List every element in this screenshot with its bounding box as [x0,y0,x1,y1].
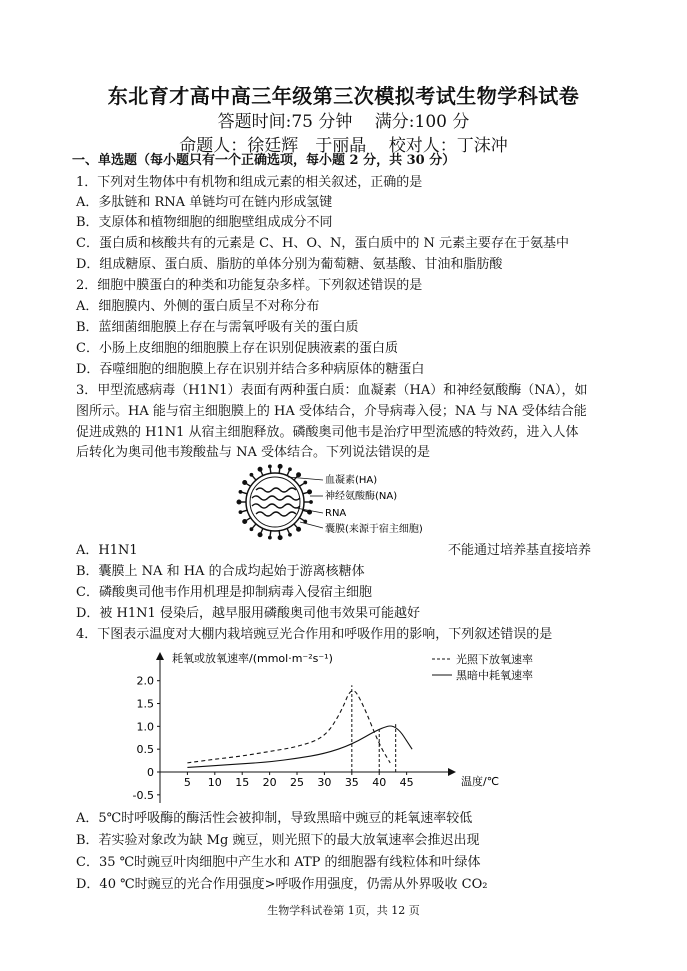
series-light-oxygen-release [187,691,390,763]
virus-spike-head [239,491,241,493]
q1-stem: 1．下列对生物体中有机物和组成元素的相关叙述，正确的是 [76,175,423,190]
temperature-chart [120,645,540,810]
q4-option-b: B．若实验对象改为缺 Mg 豌豆，则光照下的最大放氧速率会推迟出现 [76,833,480,848]
time-score-line: 答题时间:75 分钟 满分:100 分 [217,112,470,132]
q4-option-a: A．5℃时呼吸酶的酶活性会被抑制，导致黑暗中豌豆的耗氧速率较低 [76,811,473,826]
y-tick-label: 0.5 [136,743,154,757]
legend-light-oxygen-release: 光照下放氧速率 [456,653,533,666]
x-tick-label: 25 [290,776,305,789]
q3-stem-2: 图所示。HA 能与宿主细胞膜上的 HA 受体结合，介导病毒入侵；NA 与 NA 受体结合能 [76,404,587,419]
x-tick-label: 35 [344,776,359,789]
x-tick-label: 15 [235,776,250,789]
q2-option-c: C．小肠上皮细胞的细胞膜上存在识别促胰液素的蛋白质 [76,341,398,356]
q3-option-d: D．被 H1N1 侵染后，越早服用磷酸奥司他韦效果可能越好 [76,606,420,621]
q3-option-a-cont: 不能通过培养基直接培养 [448,543,592,558]
virus-spike-head [297,473,301,477]
label-na: 神经氨酸酶(NA) [325,491,398,502]
legend-dark-oxygen-consumption: 黑暗中耗氧速率 [456,669,533,682]
authors-line: 命题人：徐廷辉 于丽晶 校对人：丁沫冲 [179,136,508,156]
envelope-inner [250,477,300,527]
y-axis-label: 耗氧或放氧速率/(mmol·m⁻²s⁻¹) [172,652,333,665]
virus-spike-head [250,474,252,476]
q3-option-b: B．囊膜上 NA 和 HA 的合成均起始于游离核糖体 [76,564,365,579]
page-footer: 生物学科试卷第 1页，共 12 页 [267,904,420,917]
label-rna: RNA [325,508,347,519]
x-tick-label: 20 [262,776,277,789]
q1-option-a: A．多肽链和 RNA 单链均可在链内形成氢键 [76,195,333,210]
q3-stem-4: 后转化为奥司他韦羧酸盐与 NA 受体结合。下列说法错误的是 [76,445,431,460]
virus-spike-head [308,490,312,494]
q2-stem: 2．细胞中膜蛋白的种类和功能复杂多样。下列叙述错误的是 [76,278,423,293]
y-tick-label: 0 [147,766,154,779]
virus-spike-head [278,465,282,469]
page-title: 东北育才高中高三年级第三次模拟考试生物学科试卷 [107,84,580,108]
section-heading: 一、单选题（每小题只有一个正确选项，每小题 2 分，共 30 分） [72,153,456,168]
q1-option-b: B．支原体和植物细胞的细胞壁组成成分不同 [76,215,333,230]
y-tick-label: -0.5 [132,788,154,802]
y-tick-label: 1.0 [136,720,154,734]
virus-spike-head [243,481,247,485]
q2-option-b: B．蓝细菌细胞膜上存在与需氧呼吸有关的蛋白质 [76,320,359,335]
virus-figure [230,462,470,542]
x-tick-label: 10 [207,776,222,789]
q1-option-d: D．组成糖原、蛋白质、脂肪的单体分别为葡萄糖、氨基酸、甘油和脂肪酸 [76,257,503,272]
virus-spike-head [250,528,252,530]
q4-stem: 4．下图表示温度对大棚内栽培豌豆光合作用和呼吸作用的影响，下列叙述错误的是 [76,627,553,642]
virus-spike-head [289,468,291,470]
q4-option-c: C．35 ℃时豌豆叶肉细胞中产生水和 ATP 的细胞器有线粒体和叶绿体 [76,855,481,870]
x-tick-label: 30 [317,776,332,789]
q4-option-d: D．40 ℃时豌豆的光合作用强度>呼吸作用强度，仍需从外界吸收 CO₂ [76,877,488,892]
virus-spike-head [304,481,306,483]
q3-option-a: A．H1N1 [76,543,138,558]
virus-spike-head [243,520,247,524]
virus-spike-head [297,527,301,531]
q2-option-a: A．细胞膜内、外侧的蛋白质呈不对称分布 [76,299,320,314]
virus-spike-head [310,501,312,503]
virus-spike-head [269,536,271,538]
x-tick-label: 5 [183,776,191,789]
q2-option-d: D．吞噬细胞的细胞膜上存在识别并结合多种病原体的糖蛋白 [76,362,425,377]
virus-spike-head [239,511,241,513]
y-tick-label: 2.0 [136,674,154,688]
q3-stem-1: 3．甲型流感病毒（H1N1）表面有两种蛋白质：血凝素（HA）和神经氨酸酶（NA），如 [76,383,588,398]
x-tick-label: 45 [399,776,414,789]
virus-spike-head [258,533,262,537]
q3-option-c: C．磷酸奥司他韦作用机理是抑制病毒入侵宿主细胞 [76,585,372,600]
virus-spike-head [269,465,271,467]
q1-option-c: C．蛋白质和核酸共有的元素是 C、H、O、N，蛋白质中的 N 元素主要存在于氨基中 [76,236,570,251]
q3-stem-3: 促进成熟的 H1N1 从宿主细胞释放。磷酸奥司他韦是治疗甲型流感的特效药，进入人体 [76,425,579,440]
x-axis-label: 温度/℃ [461,775,500,788]
y-tick-label: 1.5 [136,697,154,711]
x-tick-label: 40 [372,776,387,789]
virus-spike-head [237,500,241,504]
virus-spike-head [258,467,262,471]
virus-spike-head [289,534,291,536]
label-ha: 血凝素(HA) [325,475,378,486]
label-envelope: 囊膜(来源于宿主细胞) [325,524,423,535]
virus-spike-head [278,536,282,540]
series-dark-oxygen-consumption [187,726,412,767]
virus-spike-head [304,520,306,522]
